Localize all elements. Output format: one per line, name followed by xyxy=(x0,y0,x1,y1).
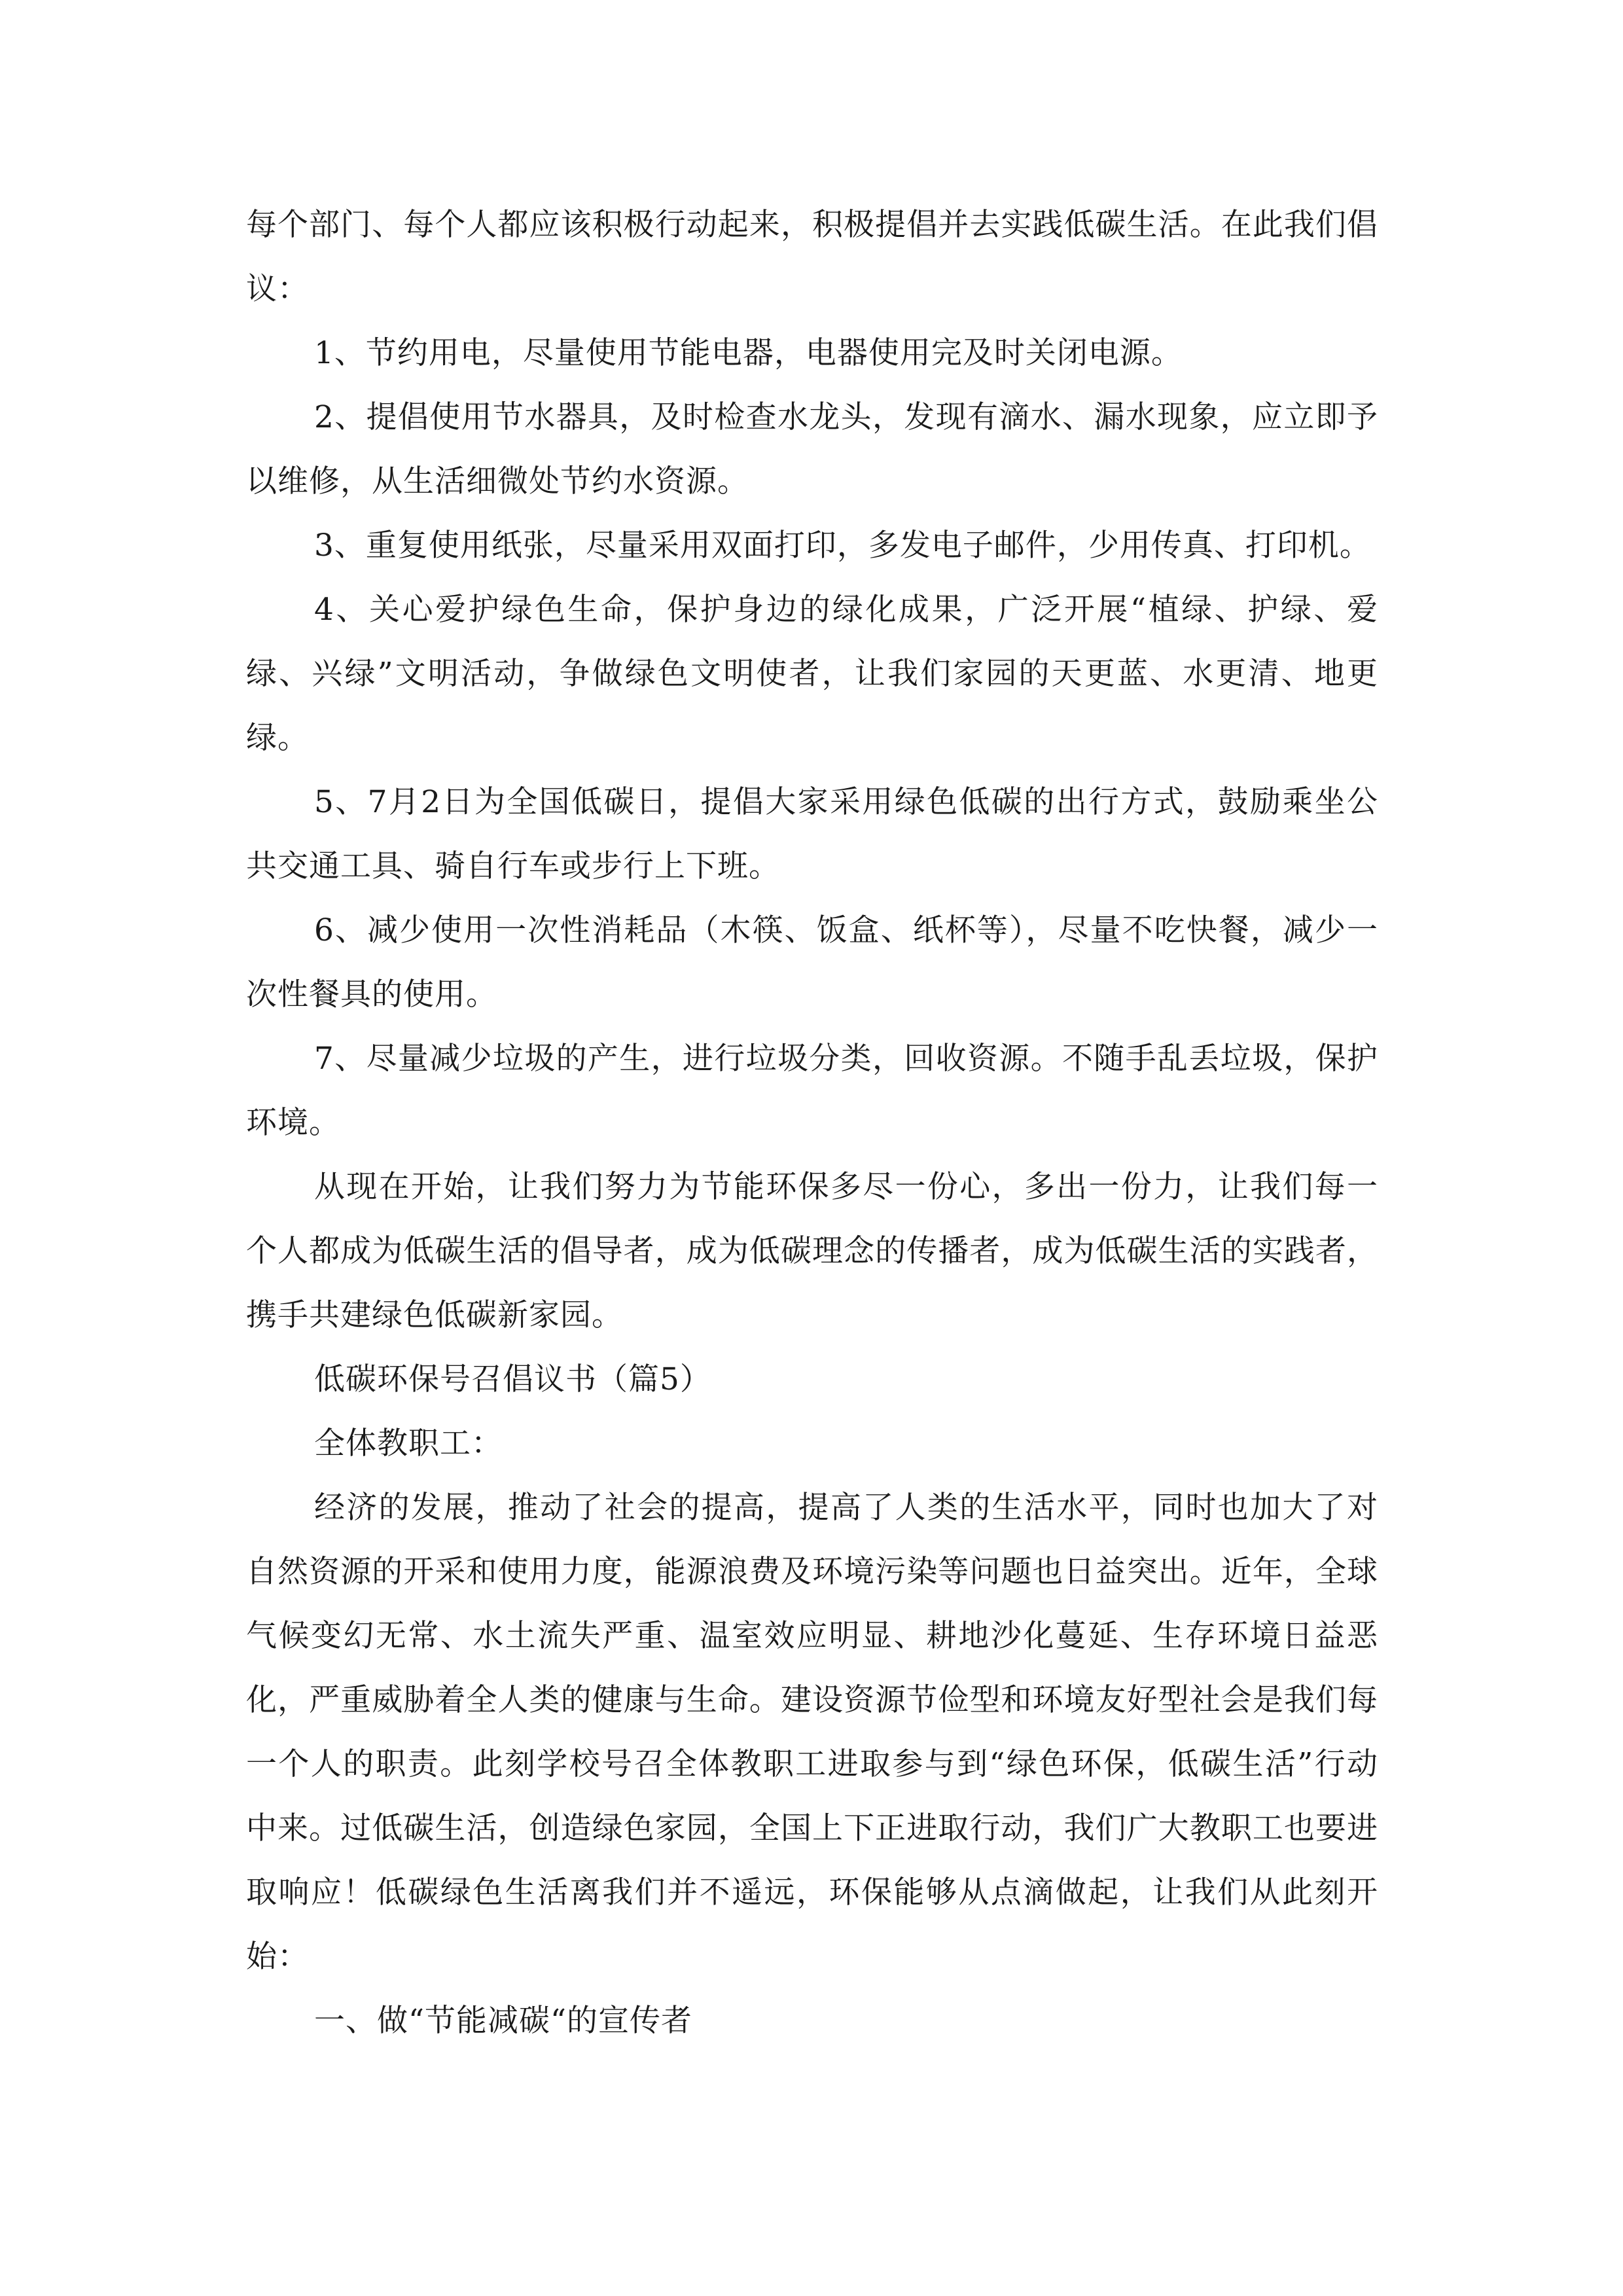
proposal-item-7: 7、尽量减少垃圾的产生，进行垃圾分类，回收资源。不随手乱丢垃圾，保护环境。 xyxy=(246,1041,1378,1141)
paragraph-continuation: 每个部门、每个人都应该积极行动起来，积极提倡并去实践低碳生活。在此我们倡议： xyxy=(246,207,1378,307)
body-paragraph: 经济的发展，推动了社会的提高，提高了人类的生活水平，同时也加大了对自然资源的开采和使用力度，能源浪费及环境污染等问题也日益突出。近年，全球气候变幻无常、水土流失严重、温室效应明显、耕地沙化蔓延、生存环境日益恶化，严重威胁着全人类的健康与生命。建设资源节俭型和环境友好型社会是我们每一个人的职责。此刻学校号召全体教职工进取参与到“绿色环保，低碳生活”行动中来。过低碳生活，创造绿色家园，全国上下正进取行动，我们广大教职工也要进取响应！低碳绿色生活离我们并不遥远，环保能够从点滴做起，让我们从此刻开始： xyxy=(246,1490,1378,1975)
section-title: 低碳环保号召倡议书（篇5） xyxy=(314,1361,711,1397)
closing-paragraph: 从现在开始，让我们努力为节能环保多尽一份心，多出一份力，让我们每一个人都成为低碳生活的倡导者，成为低碳理念的传播者，成为低碳生活的实践者，携手共建绿色低碳新家园。 xyxy=(246,1169,1378,1333)
proposal-item-2: 2、提倡使用节水器具，及时检查水龙头，发现有滴水、漏水现象，应立即予以维修，从生活细微处节约水资源。 xyxy=(246,399,1378,499)
subheading-1: 一、做“节能减碳“的宣传者 xyxy=(314,2003,693,2039)
proposal-item-6: 6、减少使用一次性消耗品（木筷、饭盒、纸杯等），尽量不吃快餐，减少一次性餐具的使用。 xyxy=(246,912,1378,1013)
salutation: 全体教职工： xyxy=(314,1426,503,1462)
proposal-item-4: 4、关心爱护绿色生命，保护身边的绿化成果，广泛开展“植绿、护绿、爱绿、兴绿”文明活动，争做绿色文明使者，让我们家园的天更蓝、水更清、地更绿。 xyxy=(246,592,1378,756)
proposal-item-1: 1、节约用电，尽量使用节能电器，电器使用完及时关闭电源。 xyxy=(314,335,1183,371)
proposal-item-5: 5、7月2日为全国低碳日，提倡大家采用绿色低碳的出行方式，鼓励乘坐公共交通工具、骑自行车或步行上下班。 xyxy=(246,784,1378,884)
proposal-item-3: 3、重复使用纸张，尽量采用双面打印，多发电子邮件，少用传真、打印机。 xyxy=(314,528,1371,564)
document-body xyxy=(246,193,1378,2053)
